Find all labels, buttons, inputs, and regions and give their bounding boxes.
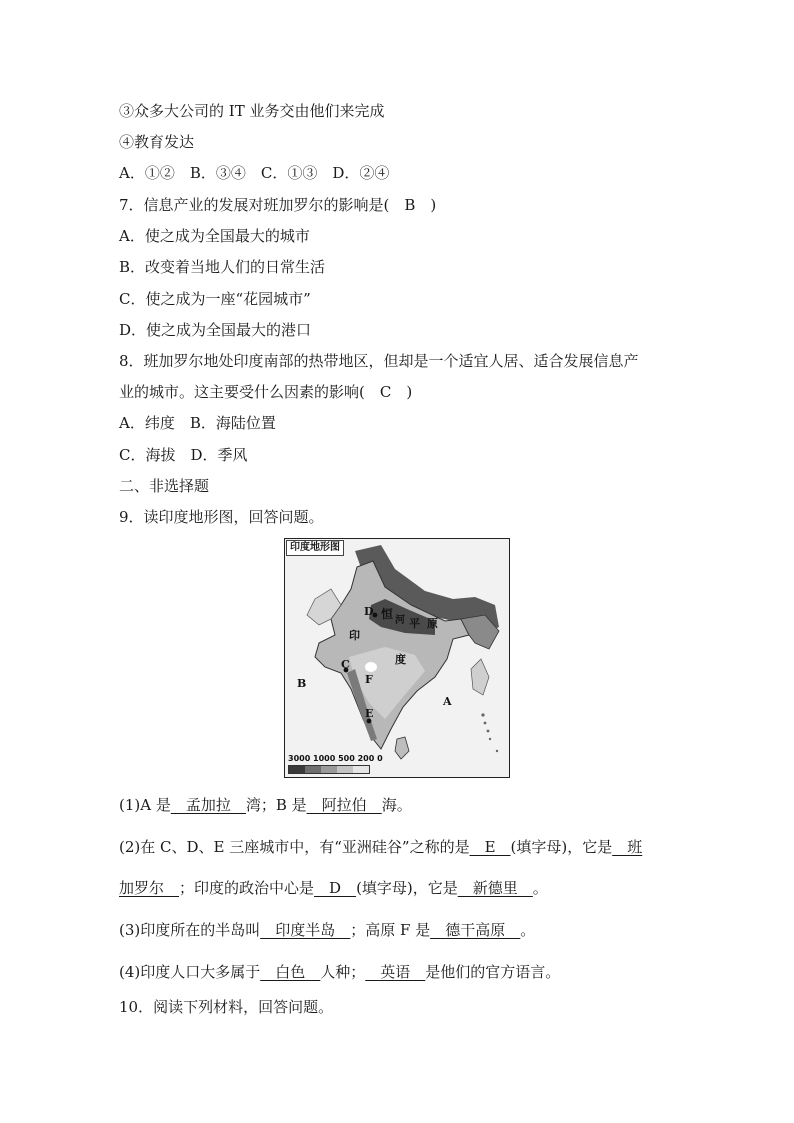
line-answer-choices-6: A．①② B．③④ C．①③ D．②④ (119, 164, 390, 182)
answer-3-blank-a: __印度半岛__ (260, 921, 351, 939)
question-8-options-2: C．海拔 D．季风 (119, 446, 248, 464)
answer-2-suffix: 。 (532, 879, 548, 897)
answer-3-mid: ；高原 F 是 (350, 921, 431, 939)
map-title: 印度地形图 (286, 540, 344, 556)
map-label-heng: 恒 (381, 607, 394, 621)
answer-3-blank-b: __德干高原__ (430, 921, 521, 939)
answer-2-line-2 (119, 878, 548, 898)
answer-1-prefix: (1)A 是 (119, 796, 171, 814)
answer-2-blank-b1: __班 (612, 838, 643, 856)
legend-swatch-1 (289, 766, 305, 773)
answer-4-prefix: (4)印度人口大多属于 (119, 963, 261, 981)
question-8-line-1: 8．班加罗尔地处印度南部的热带地区，但却是一个适宜人居、适合发展信息产 (119, 352, 639, 370)
answer-3 (119, 920, 535, 940)
question-7-option-b: B．改变着当地人们的日常生活 (119, 258, 326, 276)
legend-swatch-5 (353, 766, 369, 773)
legend-swatch-3 (321, 766, 337, 773)
answer-2-mid-3: (填字母)，它是 (356, 879, 458, 897)
answer-4-suffix: 是他们的官方语言。 (425, 963, 561, 981)
answer-4-blank-b: __英语__ (365, 963, 426, 981)
map-label-f: F (365, 673, 373, 686)
question-7-option-a: A．使之成为全国最大的城市 (119, 227, 310, 245)
answer-3-prefix: (3)印度所在的半岛叫 (119, 921, 261, 939)
answer-1 (119, 795, 412, 815)
question-8-line-2: 业的城市。这主要受什么因素的影响( C ) (119, 383, 413, 401)
map-label-he: 河 (395, 615, 405, 626)
map-label-b: B (297, 677, 307, 690)
question-7-option-d: D．使之成为全国最大的港口 (119, 321, 312, 339)
answer-2-blank-b2: 加罗尔__ (119, 879, 180, 897)
map-legend-bar (288, 765, 370, 774)
answer-2-mid: (填字母)，它是 (510, 838, 613, 856)
answer-1-blank-b: __阿拉伯__ (306, 796, 382, 814)
question-7-option-c: C．使之成为一座“花园城市” (119, 290, 311, 308)
question-9: 9．读印度地形图，回答问题。 (119, 508, 324, 526)
map-label-du: 度 (395, 653, 406, 666)
answer-2-prefix: (2)在 C、D、E 三座城市中，有“亚洲硅谷”之称的是 (119, 838, 470, 856)
india-terrain-map (284, 538, 510, 778)
answer-1-blank-a: __孟加拉__ (170, 796, 246, 814)
map-label-ping: 平 (409, 617, 420, 630)
answer-2-blank-c: __D__ (314, 879, 357, 897)
answer-4-blank-a: __白色__ (260, 963, 321, 981)
map-label-a: A (443, 695, 452, 708)
answer-2-mid-2: ；印度的政治中心是 (179, 879, 315, 897)
section-heading: 二、非选择题 (119, 477, 210, 495)
answer-4-mid: 人种； (320, 963, 366, 981)
answer-4 (119, 962, 560, 982)
question-7: 7．信息产业的发展对班加罗尔的影响是( B ) (119, 196, 437, 214)
line-option-3: ③众多大公司的 IT 业务交由他们来完成 (119, 102, 385, 120)
map-label-yin: 印 (349, 629, 360, 642)
question-10: 10．阅读下列材料，回答问题。 (119, 998, 334, 1016)
answer-1-suffix: 海。 (381, 796, 412, 814)
answer-2-line-1 (119, 837, 642, 857)
map-label-d: D (364, 605, 374, 618)
answer-2-blank-a: __E__ (469, 838, 511, 856)
map-label-c: C (341, 658, 350, 671)
map-legend-values: 3000 1000 500 200 0 (288, 754, 383, 763)
map-label-yuan: 原 (427, 617, 438, 630)
question-8-options-1: A．纬度 B．海陆位置 (119, 414, 276, 432)
answer-3-suffix: 。 (520, 921, 536, 939)
map-label-e: E (365, 707, 374, 720)
answer-2-blank-d: __新德里__ (457, 879, 533, 897)
legend-swatch-4 (337, 766, 353, 773)
answer-1-mid: 湾；B 是 (245, 796, 307, 814)
line-option-4: ④教育发达 (119, 133, 195, 151)
legend-swatch-2 (305, 766, 321, 773)
